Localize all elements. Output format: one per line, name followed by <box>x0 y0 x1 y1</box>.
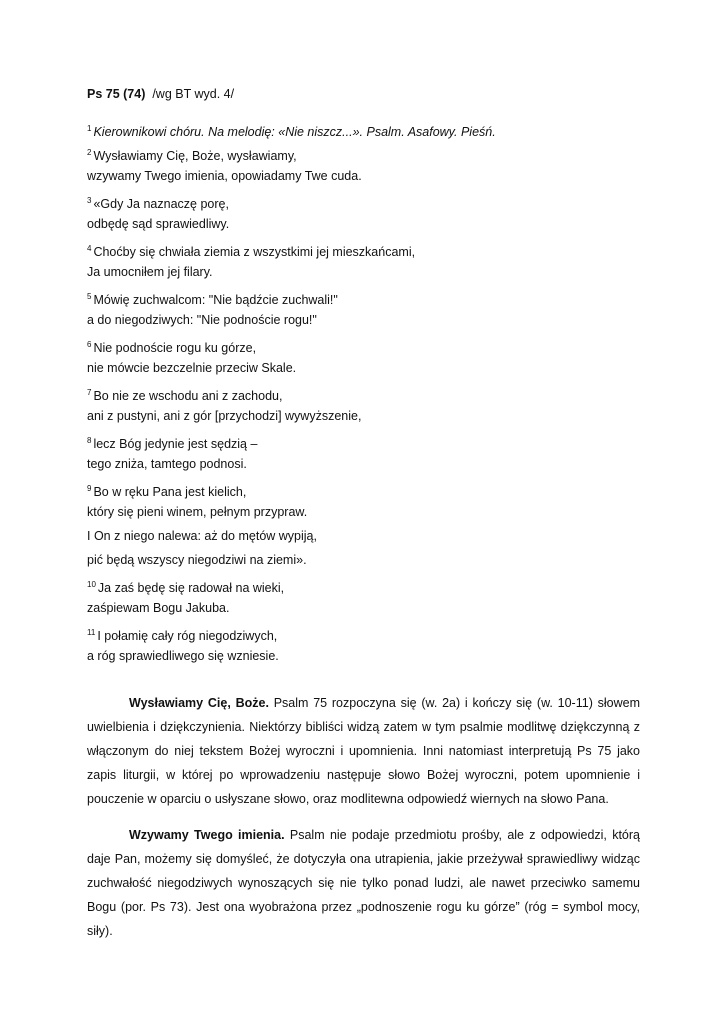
paragraph-lead: Wzywamy Twego imienia. <box>129 828 285 842</box>
verse-text: ani z pustyni, ani z gór [przychodzi] wywyższenie, <box>87 409 362 423</box>
verse-number: 2 <box>87 148 92 157</box>
verse-line <box>87 288 640 305</box>
verse-line <box>87 552 640 569</box>
commentary <box>87 691 640 943</box>
verse-line <box>87 240 640 257</box>
verse-text: wzywamy Twego imienia, opowiadamy Twe cuda. <box>87 169 362 183</box>
verse-line <box>87 360 640 377</box>
verse-line <box>87 168 640 185</box>
verse-line <box>87 312 640 329</box>
verse-line <box>87 504 640 521</box>
verse-text: «Gdy Ja naznaczę porę, <box>93 197 229 211</box>
translation-source: /wg BT wyd. 4/ <box>152 87 235 101</box>
verse-text: Mówię zuchwalcom: "Nie bądźcie zuchwali!" <box>93 293 338 307</box>
verse-number: 10 <box>87 580 96 589</box>
verse-text: tego zniża, tamtego podnosi. <box>87 457 247 471</box>
paragraph-lead: Wysławiamy Cię, Boże. <box>129 696 269 710</box>
verse-line <box>87 576 640 593</box>
verse-text: lecz Bóg jedynie jest sędzią – <box>93 437 258 451</box>
verse-line <box>87 216 640 233</box>
verse-text: Ja zaś będę się radował na wieki, <box>97 581 285 595</box>
paragraph-body: Psalm 75 rozpoczyna się (w. 2a) i kończy się (w. 10-11) słowem uwielbienia i dziękczynienia. Niektórzy bibliści widzą zatem w tym psalmie modlitwę dziękczynną z włączonym do niej tekstem Bożej wyroczni i upomnienia. Inni natomiast interpretują Ps 75 jako zapis liturgii, w której po wprowadzeniu następuje słowo Bożej wyroczni, potem upomnienie i pouczenie w oparciu o usłyszane słowo, oraz modlitewna odpowiedź wiernych na słowo Pana. <box>87 696 640 806</box>
verse-number: 5 <box>87 292 92 301</box>
commentary-paragraph <box>87 691 640 811</box>
verse-line <box>87 624 640 641</box>
verse-number: 11 <box>87 628 96 637</box>
verse-text: zaśpiewam Bogu Jakuba. <box>87 601 230 615</box>
verse-line <box>87 192 640 209</box>
verse-text: odbędę sąd sprawiedliwy. <box>87 217 230 231</box>
document-heading <box>87 86 640 103</box>
verse-number: 7 <box>87 388 92 397</box>
verse-number: 1 <box>87 124 92 133</box>
verse-text: pić będą wszyscy niegodziwi na ziemi». <box>87 553 307 567</box>
verse-text: Kierownikowi chóru. Na melodię: «Nie niszcz...». Psalm. Asafowy. Pieśń. <box>93 125 496 139</box>
document-page <box>87 86 640 955</box>
verse-line <box>87 480 640 497</box>
commentary-paragraph <box>87 823 640 943</box>
verse-number: 9 <box>87 484 92 493</box>
verse-text: Ja umocniłem jej filary. <box>87 265 213 279</box>
verse-text: który się pieni winem, pełnym przypraw. <box>87 505 308 519</box>
verse-line <box>87 528 640 545</box>
verse-line <box>87 144 640 161</box>
verse-text: a róg sprawiedliwego się wzniesie. <box>87 649 279 663</box>
verse-line <box>87 648 640 665</box>
verse-line <box>87 456 640 473</box>
verse-line <box>87 264 640 281</box>
verse-text: Choćby się chwiała ziemia z wszystkimi jej mieszkańcami, <box>93 245 416 259</box>
verse-line <box>87 432 640 449</box>
verse-line <box>87 600 640 617</box>
verse-text: Bo w ręku Pana jest kielich, <box>93 485 247 499</box>
verse-text: a do niegodziwych: "Nie podnoście rogu!" <box>87 313 317 327</box>
paragraph-body: Psalm nie podaje przedmiotu prośby, ale z odpowiedzi, którą daje Pan, możemy się domyśleć, że dotyczyła ona utrapienia, jakie przeżywał sprawiedliwy widząc zuchwałość niegodziwych wynoszących się nie tylko ponad ludzi, ale nawet przeciwko samemu Bogu (por. Ps 73). Jest ona wyobrażona przez „podnoszenie rogu ku górze” (róg = symbol mocy, siły). <box>87 828 640 938</box>
verse-number: 3 <box>87 196 92 205</box>
verse-number: 6 <box>87 340 92 349</box>
verse-line <box>87 384 640 401</box>
verse-line <box>87 120 640 137</box>
verse-line <box>87 336 640 353</box>
verse-text: Wysławiamy Cię, Boże, wysławiamy, <box>93 149 297 163</box>
verse-text: Nie podnoście rogu ku górze, <box>93 341 257 355</box>
psalm-text <box>87 120 640 665</box>
verse-text: Bo nie ze wschodu ani z zachodu, <box>93 389 283 403</box>
verse-text: nie mówcie bezczelnie przeciw Skale. <box>87 361 297 375</box>
psalm-title: Ps 75 (74) <box>87 87 146 101</box>
verse-text: I połamię cały róg niegodziwych, <box>97 629 278 643</box>
verse-text: I On z niego nalewa: aż do mętów wypiją, <box>87 529 317 543</box>
verse-number: 4 <box>87 244 92 253</box>
verse-line <box>87 408 640 425</box>
verse-number: 8 <box>87 436 92 445</box>
